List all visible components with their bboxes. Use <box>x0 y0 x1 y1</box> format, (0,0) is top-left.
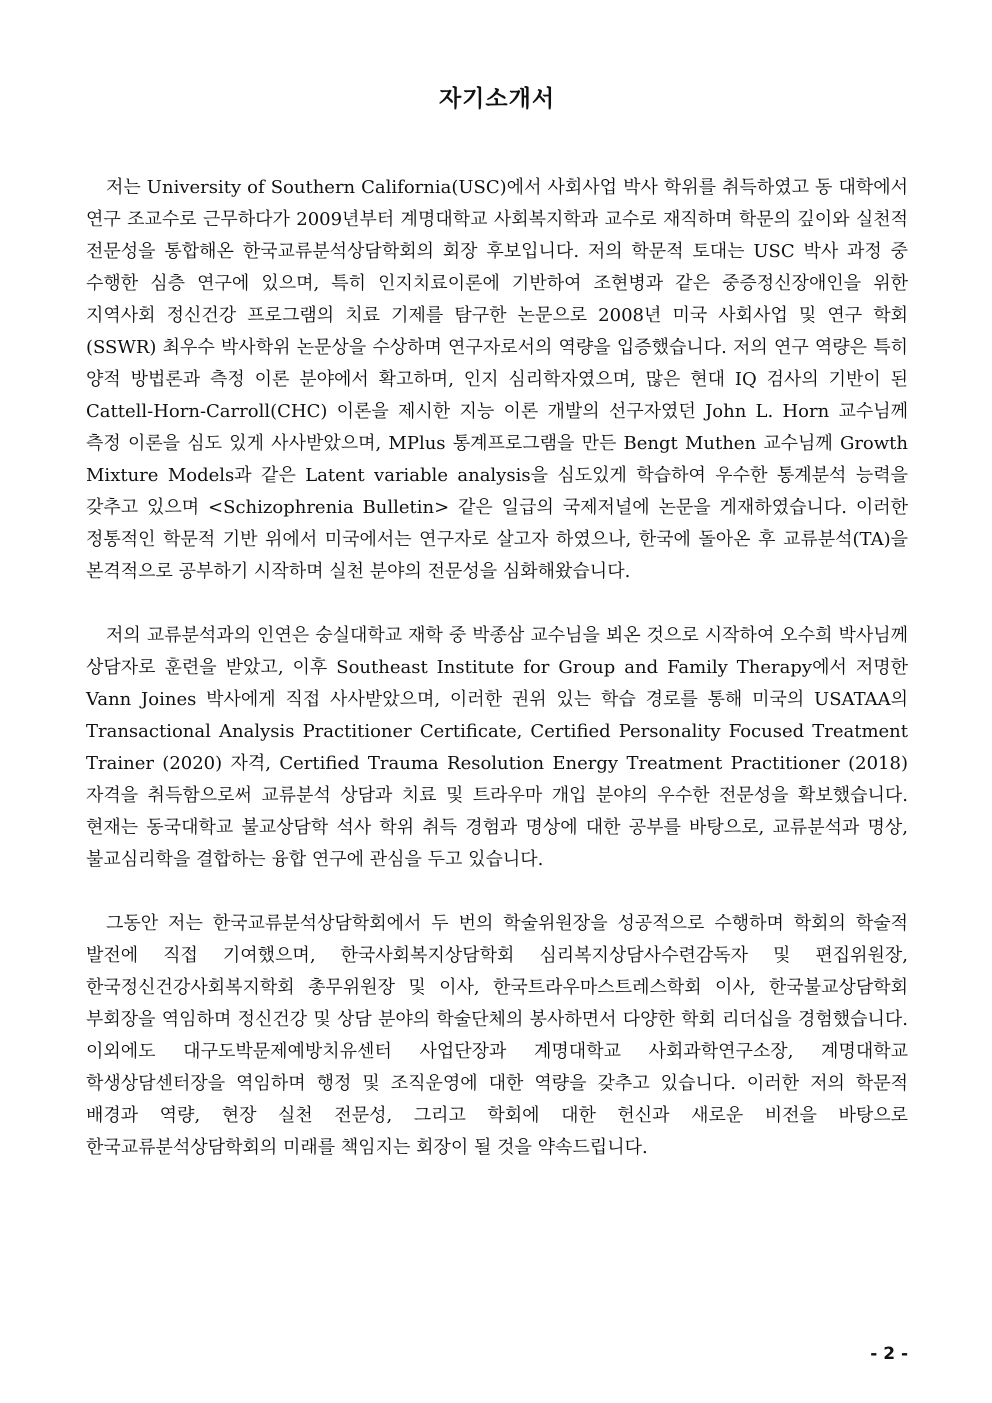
document-body <box>86 172 908 1196</box>
document-page <box>86 0 908 1403</box>
paragraph-ta-training: 저의 교류분석과의 인연은 숭실대학교 재학 중 박종삼 교수님을 뵈온 것으로 시작하여 오수희 박사님께 상담자로 훈련을 받았고, 이후 Southeast Institute for Group and Family Therapy에서 저명한 Vann Joines 박사에게 직접 사사받았으며, 이러한 권위 있는 학습 경로를 통해 미국의 USATAA의 Transactional Analysis Practitioner Certificate, Certified Personality Focused Treatment Trainer (2020) 자격, Certified Trauma Resolution Energy Treatment Practitioner (2018) 자격을 취득함으로써 교류분석 상담과 치료 및 트라우마 개입 분야의 우수한 전문성을 확보했습니다. 현재는 동국대학교 불교상담학 석사 학위 취득 경험과 명상에 대한 공부를 바탕으로, 교류분석과 명상, 불교심리학을 결합하는 융합 연구에 관심을 두고 있습니다. <box>86 625 908 870</box>
paragraph-education: 저는 University of Southern California(USC)에서 사회사업 박사 학위를 취득하였고 동 대학에서 연구 조교수로 근무하다가 2009년부터 계명대학교 사회복지학과 교수로 재직하며 학문의 깊이와 실천적 전문성을 통합해온 한국교류분석상담학회의 회장 후보입니다. 저의 학문적 토대는 USC 박사 과정 중 수행한 심층 연구에 있으며, 특히 인지치료이론에 기반하여 조현병과 같은 중증정신장애인을 위한 지역사회 정신건강 프로그램의 치료 기제를 탐구한 논문으로 2008년 미국 사회사업 및 연구 학회(SSWR) 최우수 박사학위 논문상을 수상하며 연구자로서의 역량을 입증했습니다. 저의 연구 역량은 특히 양적 방법론과 측정 이론 분야에서 확고하며, 인지 심리학자였으며, 많은 현대 IQ 검사의 기반이 된 Cattell-Horn-Carroll(CHC) 이론을 제시한 지능 이론 개발의 선구자였던 John L. Horn 교수님께 측정 이론을 심도 있게 사사받았으며, MPlus 통계프로그램을 만든 Bengt Muthen 교수님께 Growth Mixture Models과 같은 Latent variable analysis을 심도있게 학습하여 우수한 통계분석 능력을 갖추고 있으며 <Schizophrenia Bulletin> 같은 일급의 국제저널에 논문을 게재하였습니다. 이러한 정통적인 학문적 기반 위에서 미국에서는 연구자로 살고자 하였으나, 한국에 돌아온 후 교류분석(TA)을 본격적으로 공부하기 시작하며 실천 분야의 전문성을 심화해왔습니다. <box>86 177 908 582</box>
paragraph-leadership: 그동안 저는 한국교류분석상담학회에서 두 번의 학술위원장을 성공적으로 수행하며 학회의 학술적 발전에 직접 기여했으며, 한국사회복지상담학회 심리복지상담사수련감독자 및 편집위원장, 한국정신건강사회복지학회 총무위원장 및 이사, 한국트라우마스트레스학회 이사, 한국불교상담학회 부회장을 역임하며 정신건강 및 상담 분야의 학술단체의 봉사하면서 다양한 학회 리더십을 경험했습니다. 이외에도 대구도박문제예방치유센터 사업단장과 계명대학교 사회과학연구소장, 계명대학교 학생상담센터장을 역임하며 행정 및 조직운영에 대한 역량을 갖추고 있습니다. 이러한 저의 학문적 배경과 역량, 현장 실천 전문성, 그리고 학회에 대한 헌신과 새로운 비전을 바탕으로 한국교류분석상담학회의 미래를 책임지는 회장이 될 것을 약속드립니다. <box>86 913 908 1158</box>
page-number: - 2 - <box>870 1344 908 1364</box>
document-title: 자기소개서 <box>438 85 556 112</box>
